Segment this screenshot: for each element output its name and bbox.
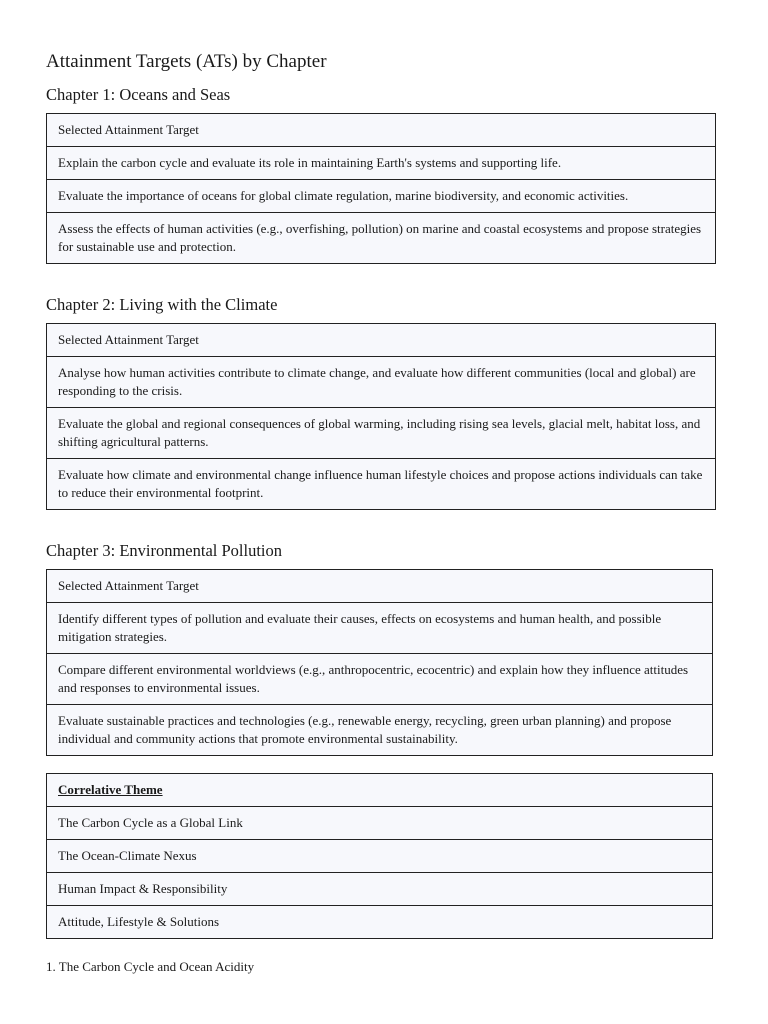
table-row (47, 357, 716, 408)
table-row (47, 180, 716, 213)
chapter-1-heading: Chapter 1: Oceans and Seas (46, 85, 231, 104)
table-cell: Compare different environmental worldviews (e.g., anthropocentric, ecocentric) and explain how they influence attitudes and responses to environmental issues. (47, 654, 713, 705)
document-title: Attainment Targets (ATs) by Chapter (46, 51, 327, 72)
table-header-row (47, 774, 713, 807)
table-row (47, 906, 713, 939)
table-cell: Explain the carbon cycle and evaluate its role in maintaining Earth's systems and supporting life. (47, 147, 716, 180)
list-item-heading: 1. The Carbon Cycle and Ocean Acidity (46, 959, 255, 974)
table-cell: Assess the effects of human activities (e.g., overfishing, pollution) on marine and coastal ecosystems and propose strategies for sustainable use and protection. (47, 213, 716, 264)
table-header-cell: Correlative Theme (58, 782, 163, 797)
chapter-2-heading: Chapter 2: Living with the Climate (46, 295, 278, 314)
correlative-theme-table (46, 773, 713, 939)
table-header-row (47, 114, 716, 147)
table-row (47, 213, 716, 264)
table-cell: Evaluate the importance of oceans for global climate regulation, marine biodiversity, and economic activities. (47, 180, 716, 213)
table-cell: Human Impact & Responsibility (47, 873, 713, 906)
table-cell: Evaluate sustainable practices and technologies (e.g., renewable energy, recycling, green urban planning) and propose individual and community actions that promote environmental sustainability. (47, 705, 713, 756)
table-row (47, 807, 713, 840)
table-cell: Analyse how human activities contribute to climate change, and evaluate how different communities (local and global) are responding to the crisis. (47, 357, 716, 408)
table-cell: The Ocean-Climate Nexus (47, 840, 713, 873)
table-header-cell: Selected Attainment Target (58, 122, 199, 137)
table-header-row (47, 570, 713, 603)
table-header-row (47, 324, 716, 357)
chapter-3-heading: Chapter 3: Environmental Pollution (46, 541, 283, 560)
table-row (47, 408, 716, 459)
table-row (47, 459, 716, 510)
chapter-3-table (46, 569, 713, 756)
table-header-cell: Selected Attainment Target (58, 578, 199, 593)
table-header-cell: Selected Attainment Target (58, 332, 199, 347)
table-row (47, 147, 716, 180)
table-row (47, 603, 713, 654)
table-cell: Attitude, Lifestyle & Solutions (47, 906, 713, 939)
table-row (47, 873, 713, 906)
table-row (47, 654, 713, 705)
table-row (47, 840, 713, 873)
chapter-2-table (46, 323, 716, 510)
chapter-1-table (46, 113, 716, 264)
table-cell: Evaluate the global and regional consequences of global warming, including rising sea levels, glacial melt, habitat loss, and shifting agricultural patterns. (47, 408, 716, 459)
table-cell: Identify different types of pollution and evaluate their causes, effects on ecosystems and human health, and possible mitigation strategies. (47, 603, 713, 654)
table-cell: The Carbon Cycle as a Global Link (47, 807, 713, 840)
table-cell: Evaluate how climate and environmental change influence human lifestyle choices and propose actions individuals can take to reduce their environmental footprint. (47, 459, 716, 510)
table-row (47, 705, 713, 756)
